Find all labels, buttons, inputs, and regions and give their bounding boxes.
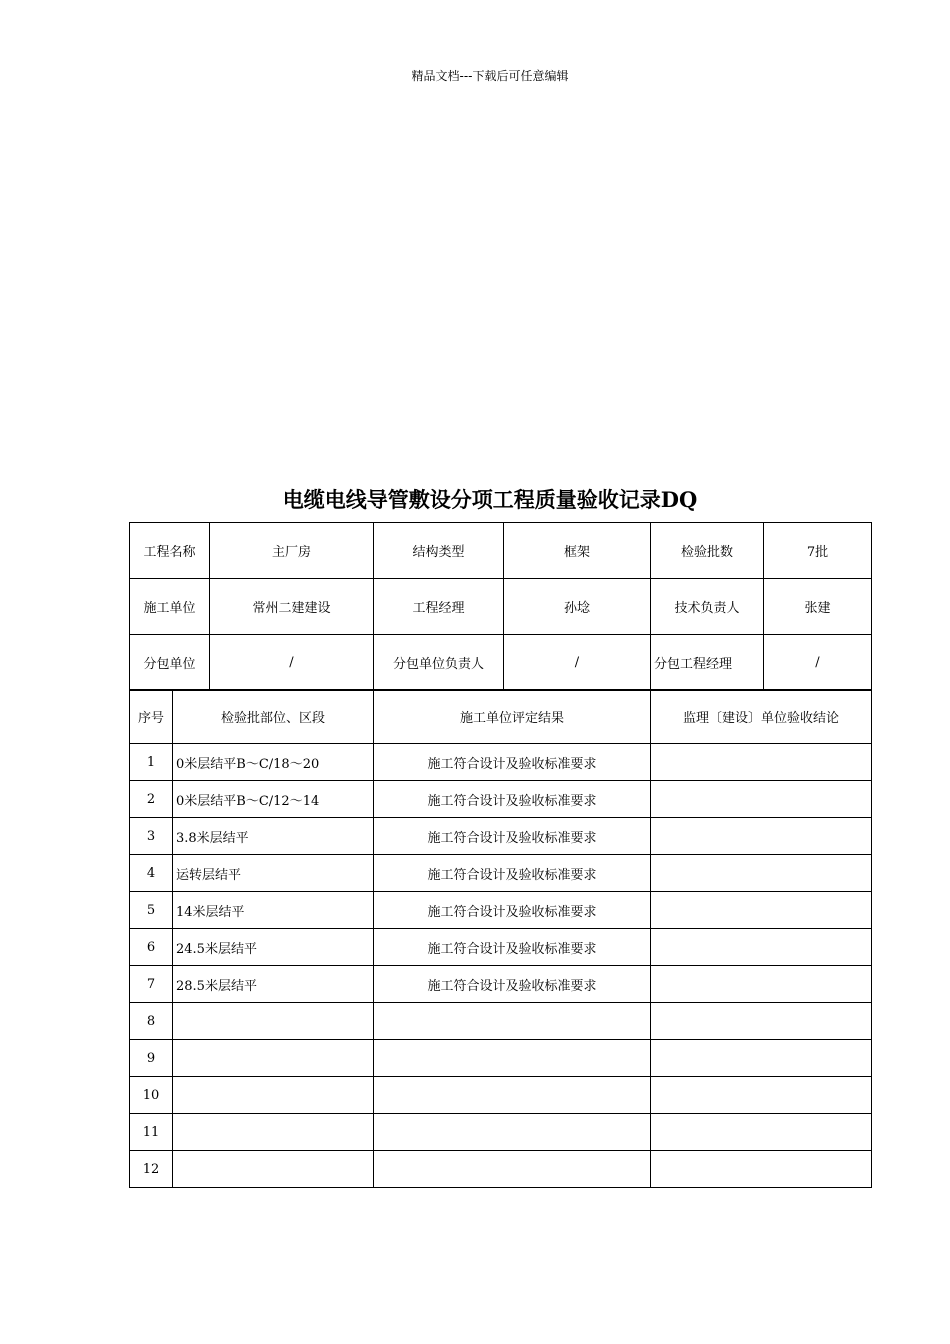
row-conclusion (651, 966, 872, 1003)
project-name-value: 主厂房 (210, 523, 374, 579)
subcontractor-head-label: 分包单位负责人 (374, 635, 504, 691)
row-no: 12 (130, 1151, 173, 1188)
row-location: 28.5米层结平 (173, 966, 374, 1003)
row-no: 2 (130, 781, 173, 818)
header-location: 检验批部位、区段 (173, 690, 374, 744)
table-row (130, 1003, 872, 1040)
row-location: 14米层结平 (173, 892, 374, 929)
structure-value: 框架 (504, 523, 651, 579)
row-result: 施工符合设计及验收标准要求 (374, 966, 651, 1003)
row-location: 0米层结平B～C/12～14 (173, 781, 374, 818)
row-conclusion (651, 855, 872, 892)
row-location (173, 1077, 374, 1114)
row-result: 施工符合设计及验收标准要求 (374, 855, 651, 892)
row-conclusion (651, 1040, 872, 1077)
table-row (130, 892, 872, 929)
header-supervisor-result: 监理〔建设〕单位验收结论 (651, 690, 872, 744)
table-row (130, 818, 872, 855)
row-location: 运转层结平 (173, 855, 374, 892)
row-conclusion (651, 1003, 872, 1040)
info-table (129, 522, 872, 691)
header-note: 精品文档---下载后可任意编辑 (411, 69, 569, 83)
row-result (374, 1040, 651, 1077)
row-no: 11 (130, 1114, 173, 1151)
inspection-header-row (130, 690, 872, 744)
project-manager-label: 工程经理 (374, 579, 504, 635)
subcontractor-label: 分包单位 (130, 635, 210, 691)
row-result (374, 1114, 651, 1151)
batch-count-value: 7批 (764, 523, 872, 579)
tech-lead-label: 技术负责人 (651, 579, 764, 635)
row-result (374, 1077, 651, 1114)
row-result (374, 1003, 651, 1040)
row-conclusion (651, 929, 872, 966)
table-row (130, 929, 872, 966)
page-title: 电缆电线导管敷设分项工程质量验收记录DQ (282, 487, 698, 512)
header-no: 序号 (130, 690, 173, 744)
row-location: 24.5米层结平 (173, 929, 374, 966)
table-row (130, 1114, 872, 1151)
row-conclusion (651, 1077, 872, 1114)
contractor-value: 常州二建建设 (210, 579, 374, 635)
header-contractor-result: 施工单位评定结果 (374, 690, 651, 744)
table-row (130, 1040, 872, 1077)
row-no: 4 (130, 855, 173, 892)
row-conclusion (651, 818, 872, 855)
row-no: 5 (130, 892, 173, 929)
row-result: 施工符合设计及验收标准要求 (374, 892, 651, 929)
row-result: 施工符合设计及验收标准要求 (374, 818, 651, 855)
subcontractor-value: / (210, 635, 374, 691)
row-location: 3.8米层结平 (173, 818, 374, 855)
row-conclusion (651, 781, 872, 818)
row-result: 施工符合设计及验收标准要求 (374, 929, 651, 966)
row-location (173, 1151, 374, 1188)
row-location (173, 1040, 374, 1077)
project-manager-value: 孙埝 (504, 579, 651, 635)
row-no: 10 (130, 1077, 173, 1114)
contractor-label: 施工单位 (130, 579, 210, 635)
row-conclusion (651, 744, 872, 781)
table-row (130, 966, 872, 1003)
row-result: 施工符合设计及验收标准要求 (374, 744, 651, 781)
structure-label: 结构类型 (374, 523, 504, 579)
row-no: 9 (130, 1040, 173, 1077)
row-no: 1 (130, 744, 173, 781)
subcontractor-pm-value: / (764, 635, 872, 691)
row-no: 8 (130, 1003, 173, 1040)
row-conclusion (651, 1151, 872, 1188)
inspection-table (129, 689, 872, 1188)
table-row (130, 1151, 872, 1188)
row-conclusion (651, 892, 872, 929)
info-row-3 (130, 635, 872, 691)
subcontractor-head-value: / (504, 635, 651, 691)
project-name-label: 工程名称 (130, 523, 210, 579)
batch-count-label: 检验批数 (651, 523, 764, 579)
row-location (173, 1003, 374, 1040)
row-no: 6 (130, 929, 173, 966)
table-row (130, 744, 872, 781)
row-location (173, 1114, 374, 1151)
table-row (130, 855, 872, 892)
info-row-1 (130, 523, 872, 579)
row-result: 施工符合设计及验收标准要求 (374, 781, 651, 818)
row-no: 7 (130, 966, 173, 1003)
row-location: 0米层结平B～C/18～20 (173, 744, 374, 781)
subcontractor-pm-label: 分包工程经理 (651, 635, 764, 691)
info-row-2 (130, 579, 872, 635)
row-result (374, 1151, 651, 1188)
row-conclusion (651, 1114, 872, 1151)
tech-lead-value: 张建 (764, 579, 872, 635)
table-row (130, 1077, 872, 1114)
table-row (130, 781, 872, 818)
row-no: 3 (130, 818, 173, 855)
